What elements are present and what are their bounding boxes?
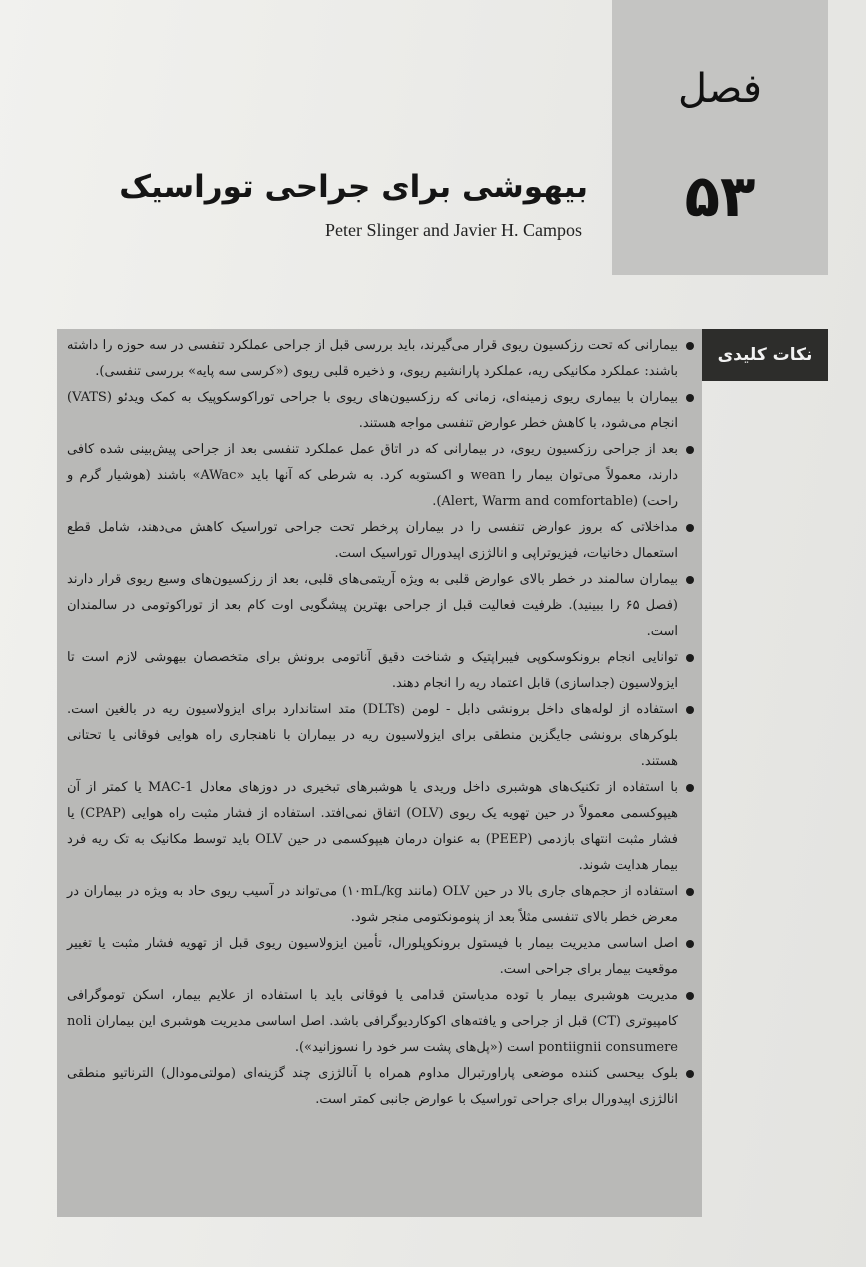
- key-point-item: [67, 879, 694, 931]
- key-point-text: استفاده از حجم‌های جاری بالا در حین OLV (مانند ۱۰mL/kg) می‌تواند در آسیب ریوی حاد به ویژه در بیماران در معرض خطر بالای تنفسی مثلاً بعد از پنومونکتومی منجر شود.: [67, 884, 678, 925]
- key-point-text: بیماران سالمند در خطر بالای عوارض قلبی به ویژه آریتمی‌های قلبی، بعد از رزکسیون‌های وسیع ریوی قرار دارند (فصل ۶۵ را ببینید). ظرفیت فعالیت قبل از جراحی بهترین پیشگویی اوت کام بعد از توراکوتومی در سالمندان است.: [67, 572, 678, 639]
- key-point-text: مدیریت هوشبری بیمار با توده مدیاستن قدامی یا فوقانی باید با استفاده از علایم بیمار، اسکن توموگرافی کامپیوتری (CT) قبل از جراحی و یافته‌های اکوکاردیوگرافی باشد. اصل اساسی مدیریت هوشبری این بیماران noli pontiignii consumere است («پل‌های پشت سر خود را نسوزانید»).: [67, 988, 678, 1055]
- bullet-icon: [686, 394, 694, 402]
- key-point-text: بیماران با بیماری ریوی زمینه‌ای، زمانی که رزکسیون‌های ریوی با جراحی توراکوسکوپیک به کمک ویدئو (VATS) انجام می‌شود، با کاهش خطر عوارض تنفسی مواجه هستند.: [67, 390, 678, 431]
- key-point-item: [67, 437, 694, 515]
- chapter-title: بیهوشی برای جراحی توراسیک: [119, 168, 588, 205]
- bullet-icon: [686, 1070, 694, 1078]
- bullet-icon: [686, 888, 694, 896]
- bullet-icon: [686, 342, 694, 350]
- bullet-icon: [686, 524, 694, 532]
- key-points-box: [57, 329, 702, 1217]
- key-point-item: [67, 515, 694, 567]
- bullet-icon: [686, 706, 694, 714]
- key-point-item: [67, 385, 694, 437]
- bullet-icon: [686, 576, 694, 584]
- key-point-text: استفاده از لوله‌های داخل برونشی دابل - لومن (DLTs) متد استاندارد برای ایزولاسیون ریه در بالغین است. بلوکرهای برونشی جایگزین منطقی برای ایزولاسیون ریه در بیماران با ناهنجاری راه هوایی فوقانی یا تحتانی هستند.: [67, 702, 678, 769]
- key-point-text: اصل اساسی مدیریت بیمار با فیستول برونکوپلورال، تأمین ایزولاسیون ریوی قبل از تهویه فشار مثبت یا تغییر موقعیت بیمار برای جراحی است.: [67, 936, 678, 977]
- bullet-icon: [686, 992, 694, 1000]
- key-point-item: [67, 645, 694, 697]
- key-point-text: مداخلاتی که بروز عوارض تنفسی را در بیماران پرخطر تحت جراحی توراسیک کاهش می‌دهند، شامل قطع استعمال دخانیات، فیزیوتراپی و انالژزی اپیدورال توراسیک است.: [67, 520, 678, 561]
- key-point-text: بلوک بیحسی کننده موضعی پاراورتبرال مداوم همراه با آنالژزی چند گزینه‌ای (مولتی‌مودال) الترناتیو منطقی انالژزی اپیدورال برای جراحی توراسیک با عوارض جانبی کمتر است.: [67, 1066, 678, 1107]
- key-point-item: [67, 775, 694, 879]
- key-point-text: توانایی انجام برونکوسکوپی فیبراپتیک و شناخت دقیق آناتومی برونش برای متخصصان بیهوشی لازم است تا ایزولاسیون (جداسازی) قابل اعتماد ریه را انجام دهند.: [67, 650, 678, 691]
- key-point-item: [67, 1061, 694, 1113]
- key-points-list: [67, 333, 694, 1113]
- bullet-icon: [686, 654, 694, 662]
- key-point-text: بعد از جراحی رزکسیون ریوی، در بیمارانی که در اتاق عمل عملکرد تنفسی بعد از جراحی پیش‌بینی شده کافی دارند، معمولاً می‌توان بیمار را wean و اکستوبه کرد. به شرطی که آنها باید «AWac» باشند (هوشیار گرم و راحت) (Alert, Warm and comfortable).: [67, 442, 679, 509]
- key-points-label: نکات کلیدی: [702, 329, 828, 381]
- key-point-item: [67, 931, 694, 983]
- key-point-item: [67, 567, 694, 645]
- key-point-text: با استفاده از تکنیک‌های هوشبری داخل وریدی یا هوشبرهای تبخیری در دوزهای معادل 1-MAC یا کمتر از آن هیپوکسمی معمولاً در حین تهویه یک ریوی (OLV) اتفاق نمی‌افتد. استفاده از فشار مثبت راه هوایی (CPAP) یا فشار مثبت انتهای بازدمی (PEEP) به عنوان درمان هیپوکسمی در حین OLV باید توسط مکانیک به تک ریه فرد بیمار هدایت شوند.: [67, 780, 679, 873]
- chapter-number: ۵۳: [684, 162, 756, 230]
- key-point-text: بیمارانی که تحت رزکسیون ریوی قرار می‌گیرند، باید بررسی قبل از جراحی عملکرد تنفسی در سه حوزه را داشته باشند: عملکرد مکانیکی ریه، عملکرد پارانشیم ریوی، و ذخیره قلبی ریوی («کرسی سه پایه» بررسی تنفسی).: [67, 338, 678, 379]
- key-point-item: [67, 697, 694, 775]
- chapter-label: فصل: [677, 66, 763, 112]
- key-point-item: [67, 333, 694, 385]
- key-point-item: [67, 983, 694, 1061]
- bullet-icon: [686, 940, 694, 948]
- chapter-authors: Peter Slinger and Javier H. Campos: [325, 220, 582, 240]
- chapter-box: [612, 0, 828, 275]
- bullet-icon: [686, 784, 694, 792]
- bullet-icon: [686, 446, 694, 454]
